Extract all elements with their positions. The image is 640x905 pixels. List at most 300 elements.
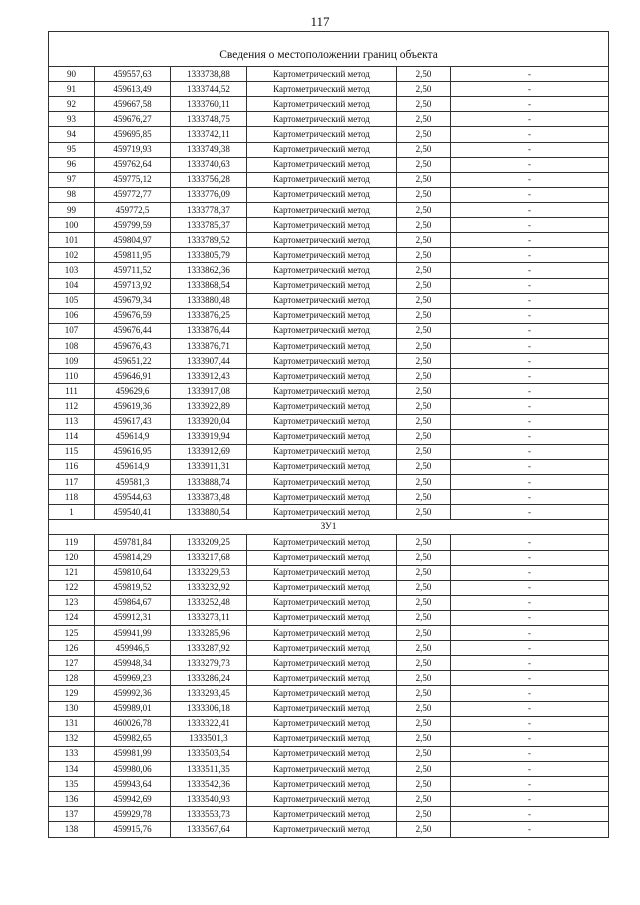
y-coordinate-cell: 1333553,73 <box>171 807 247 822</box>
table-row <box>49 399 609 414</box>
description-cell: - <box>451 580 609 595</box>
accuracy-cell: 2,50 <box>397 157 451 172</box>
description-cell: - <box>451 308 609 323</box>
x-coordinate-cell: 459943,64 <box>95 777 171 792</box>
accuracy-cell: 2,50 <box>397 142 451 157</box>
table-row <box>49 369 609 384</box>
boundary-table <box>48 31 609 838</box>
accuracy-cell: 2,50 <box>397 490 451 505</box>
point-number-cell: 121 <box>49 565 95 580</box>
accuracy-cell: 2,50 <box>397 263 451 278</box>
y-coordinate-cell: 1333912,69 <box>171 444 247 459</box>
method-cell: Картометрический метод <box>247 656 397 671</box>
x-coordinate-cell: 459713,92 <box>95 278 171 293</box>
table-row <box>49 414 609 429</box>
method-cell: Картометрический метод <box>247 218 397 233</box>
x-coordinate-cell: 459811,95 <box>95 248 171 263</box>
accuracy-cell: 2,50 <box>397 762 451 777</box>
description-cell: - <box>451 701 609 716</box>
point-number-cell: 128 <box>49 671 95 686</box>
point-number-cell: 92 <box>49 97 95 112</box>
accuracy-cell: 2,50 <box>397 97 451 112</box>
y-coordinate-cell: 1333912,43 <box>171 369 247 384</box>
accuracy-cell: 2,50 <box>397 369 451 384</box>
accuracy-cell: 2,50 <box>397 127 451 142</box>
x-coordinate-cell: 459981,99 <box>95 746 171 761</box>
accuracy-cell: 2,50 <box>397 233 451 248</box>
method-cell: Картометрический метод <box>247 97 397 112</box>
table-row <box>49 701 609 716</box>
point-number-cell: 94 <box>49 127 95 142</box>
accuracy-cell: 2,50 <box>397 595 451 610</box>
method-cell: Картометрический метод <box>247 595 397 610</box>
accuracy-cell: 2,50 <box>397 505 451 520</box>
accuracy-cell: 2,50 <box>397 822 451 837</box>
table-row <box>49 218 609 233</box>
y-coordinate-cell: 1333217,68 <box>171 550 247 565</box>
y-coordinate-cell: 1333760,11 <box>171 97 247 112</box>
point-number-cell: 135 <box>49 777 95 792</box>
accuracy-cell: 2,50 <box>397 686 451 701</box>
accuracy-cell: 2,50 <box>397 399 451 414</box>
accuracy-cell: 2,50 <box>397 459 451 474</box>
description-cell: - <box>451 218 609 233</box>
description-cell: - <box>451 535 609 550</box>
x-coordinate-cell: 459775,12 <box>95 172 171 187</box>
method-cell: Картометрический метод <box>247 490 397 505</box>
description-cell: - <box>451 157 609 172</box>
point-number-cell: 105 <box>49 293 95 308</box>
y-coordinate-cell: 1333322,41 <box>171 716 247 731</box>
point-number-cell: 101 <box>49 233 95 248</box>
x-coordinate-cell: 459772,5 <box>95 202 171 217</box>
y-coordinate-cell: 1333876,25 <box>171 308 247 323</box>
accuracy-cell: 2,50 <box>397 610 451 625</box>
method-cell: Картометрический метод <box>247 792 397 807</box>
x-coordinate-cell: 459781,84 <box>95 535 171 550</box>
method-cell: Картометрический метод <box>247 626 397 641</box>
method-cell: Картометрический метод <box>247 807 397 822</box>
x-coordinate-cell: 459989,01 <box>95 701 171 716</box>
accuracy-cell: 2,50 <box>397 278 451 293</box>
y-coordinate-cell: 1333252,48 <box>171 595 247 610</box>
method-cell: Картометрический метод <box>247 414 397 429</box>
method-cell: Картометрический метод <box>247 323 397 338</box>
y-coordinate-cell: 1333567,64 <box>171 822 247 837</box>
accuracy-cell: 2,50 <box>397 338 451 353</box>
method-cell: Картометрический метод <box>247 233 397 248</box>
accuracy-cell: 2,50 <box>397 384 451 399</box>
x-coordinate-cell: 459941,99 <box>95 626 171 641</box>
description-cell: - <box>451 807 609 822</box>
description-cell: - <box>451 263 609 278</box>
x-coordinate-cell: 459540,41 <box>95 505 171 520</box>
y-coordinate-cell: 1333209,25 <box>171 535 247 550</box>
table-row <box>49 822 609 837</box>
table-row <box>49 807 609 822</box>
x-coordinate-cell: 460026,78 <box>95 716 171 731</box>
y-coordinate-cell: 1333805,79 <box>171 248 247 263</box>
y-coordinate-cell: 1333876,71 <box>171 338 247 353</box>
method-cell: Картометрический метод <box>247 308 397 323</box>
table-row <box>49 112 609 127</box>
point-number-cell: 103 <box>49 263 95 278</box>
accuracy-cell: 2,50 <box>397 202 451 217</box>
table-row <box>49 459 609 474</box>
point-number-cell: 98 <box>49 187 95 202</box>
description-cell: - <box>451 792 609 807</box>
table-row <box>49 626 609 641</box>
table-row <box>49 716 609 731</box>
method-cell: Картометрический метод <box>247 762 397 777</box>
y-coordinate-cell: 1333232,92 <box>171 580 247 595</box>
method-cell: Картометрический метод <box>247 157 397 172</box>
description-cell: - <box>451 323 609 338</box>
method-cell: Картометрический метод <box>247 716 397 731</box>
y-coordinate-cell: 1333742,11 <box>171 127 247 142</box>
point-number-cell: 124 <box>49 610 95 625</box>
method-cell: Картометрический метод <box>247 822 397 837</box>
x-coordinate-cell: 459581,3 <box>95 474 171 489</box>
point-number-cell: 127 <box>49 656 95 671</box>
x-coordinate-cell: 459695,85 <box>95 127 171 142</box>
point-number-cell: 104 <box>49 278 95 293</box>
point-number-cell: 113 <box>49 414 95 429</box>
accuracy-cell: 2,50 <box>397 172 451 187</box>
accuracy-cell: 2,50 <box>397 248 451 263</box>
accuracy-cell: 2,50 <box>397 807 451 822</box>
y-coordinate-cell: 1333293,45 <box>171 686 247 701</box>
method-cell: Картометрический метод <box>247 263 397 278</box>
method-cell: Картометрический метод <box>247 172 397 187</box>
description-cell: - <box>451 595 609 610</box>
description-cell: - <box>451 822 609 837</box>
x-coordinate-cell: 459819,52 <box>95 580 171 595</box>
accuracy-cell: 2,50 <box>397 293 451 308</box>
point-number-cell: 123 <box>49 595 95 610</box>
table-row <box>49 172 609 187</box>
y-coordinate-cell: 1333749,38 <box>171 142 247 157</box>
accuracy-cell: 2,50 <box>397 67 451 82</box>
y-coordinate-cell: 1333285,96 <box>171 626 247 641</box>
x-coordinate-cell: 459929,78 <box>95 807 171 822</box>
point-number-cell: 118 <box>49 490 95 505</box>
description-cell: - <box>451 777 609 792</box>
description-cell: - <box>451 762 609 777</box>
point-number-cell: 138 <box>49 822 95 837</box>
point-number-cell: 116 <box>49 459 95 474</box>
accuracy-cell: 2,50 <box>397 187 451 202</box>
table-row <box>49 762 609 777</box>
point-number-cell: 136 <box>49 792 95 807</box>
page-number: 117 <box>310 14 330 29</box>
method-cell: Картометрический метод <box>247 82 397 97</box>
x-coordinate-cell: 459629,6 <box>95 384 171 399</box>
x-coordinate-cell: 459613,49 <box>95 82 171 97</box>
y-coordinate-cell: 1333273,11 <box>171 610 247 625</box>
point-number-cell: 96 <box>49 157 95 172</box>
method-cell: Картометрический метод <box>247 429 397 444</box>
description-cell: - <box>451 127 609 142</box>
method-cell: Картометрический метод <box>247 142 397 157</box>
accuracy-cell: 2,50 <box>397 82 451 97</box>
y-coordinate-cell: 1333778,37 <box>171 202 247 217</box>
table-row <box>49 686 609 701</box>
table-row <box>49 792 609 807</box>
x-coordinate-cell: 459948,34 <box>95 656 171 671</box>
table-row <box>49 248 609 263</box>
description-cell: - <box>451 293 609 308</box>
table-row <box>49 595 609 610</box>
method-cell: Картометрический метод <box>247 369 397 384</box>
title-row <box>49 32 609 67</box>
table-row <box>49 338 609 353</box>
description-cell: - <box>451 565 609 580</box>
point-number-cell: 134 <box>49 762 95 777</box>
description-cell: - <box>451 550 609 565</box>
description-cell: - <box>451 746 609 761</box>
accuracy-cell: 2,50 <box>397 641 451 656</box>
x-coordinate-cell: 459614,9 <box>95 429 171 444</box>
method-cell: Картометрический метод <box>247 565 397 580</box>
table-row <box>49 323 609 338</box>
table-row <box>49 777 609 792</box>
method-cell: Картометрический метод <box>247 641 397 656</box>
accuracy-cell: 2,50 <box>397 792 451 807</box>
point-number-cell: 91 <box>49 82 95 97</box>
table-row <box>49 157 609 172</box>
method-cell: Картометрический метод <box>247 459 397 474</box>
accuracy-cell: 2,50 <box>397 429 451 444</box>
method-cell: Картометрический метод <box>247 127 397 142</box>
accuracy-cell: 2,50 <box>397 716 451 731</box>
method-cell: Картометрический метод <box>247 67 397 82</box>
point-number-cell: 109 <box>49 354 95 369</box>
description-cell: - <box>451 248 609 263</box>
y-coordinate-cell: 1333922,89 <box>171 399 247 414</box>
y-coordinate-cell: 1333868,54 <box>171 278 247 293</box>
group-header-row <box>49 520 609 535</box>
description-cell: - <box>451 67 609 82</box>
method-cell: Картометрический метод <box>247 202 397 217</box>
accuracy-cell: 2,50 <box>397 580 451 595</box>
description-cell: - <box>451 187 609 202</box>
table-row <box>49 278 609 293</box>
group-label: ЗУ1 <box>49 520 609 535</box>
table-row <box>49 82 609 97</box>
x-coordinate-cell: 459676,59 <box>95 308 171 323</box>
accuracy-cell: 2,50 <box>397 550 451 565</box>
y-coordinate-cell: 1333789,52 <box>171 233 247 248</box>
method-cell: Картометрический метод <box>247 399 397 414</box>
table-row <box>49 731 609 746</box>
description-cell: - <box>451 384 609 399</box>
y-coordinate-cell: 1333287,92 <box>171 641 247 656</box>
description-cell: - <box>451 686 609 701</box>
description-cell: - <box>451 369 609 384</box>
table-row <box>49 671 609 686</box>
x-coordinate-cell: 459992,36 <box>95 686 171 701</box>
method-cell: Картометрический метод <box>247 338 397 353</box>
description-cell: - <box>451 505 609 520</box>
point-number-cell: 133 <box>49 746 95 761</box>
method-cell: Картометрический метод <box>247 293 397 308</box>
y-coordinate-cell: 1333776,09 <box>171 187 247 202</box>
x-coordinate-cell: 459544,63 <box>95 490 171 505</box>
point-number-cell: 95 <box>49 142 95 157</box>
table-row <box>49 429 609 444</box>
accuracy-cell: 2,50 <box>397 323 451 338</box>
y-coordinate-cell: 1333911,31 <box>171 459 247 474</box>
method-cell: Картометрический метод <box>247 187 397 202</box>
table-row <box>49 202 609 217</box>
table-row <box>49 550 609 565</box>
method-cell: Картометрический метод <box>247 610 397 625</box>
x-coordinate-cell: 459772,77 <box>95 187 171 202</box>
description-cell: - <box>451 474 609 489</box>
method-cell: Картометрический метод <box>247 580 397 595</box>
table-row <box>49 187 609 202</box>
y-coordinate-cell: 1333876,44 <box>171 323 247 338</box>
x-coordinate-cell: 459617,43 <box>95 414 171 429</box>
table-row <box>49 505 609 520</box>
y-coordinate-cell: 1333503,54 <box>171 746 247 761</box>
table-row <box>49 142 609 157</box>
accuracy-cell: 2,50 <box>397 218 451 233</box>
accuracy-cell: 2,50 <box>397 535 451 550</box>
description-cell: - <box>451 444 609 459</box>
description-cell: - <box>451 414 609 429</box>
point-number-cell: 90 <box>49 67 95 82</box>
x-coordinate-cell: 459676,43 <box>95 338 171 353</box>
method-cell: Картометрический метод <box>247 384 397 399</box>
y-coordinate-cell: 1333919,94 <box>171 429 247 444</box>
x-coordinate-cell: 459912,31 <box>95 610 171 625</box>
description-cell: - <box>451 354 609 369</box>
description-cell: - <box>451 202 609 217</box>
table-row <box>49 354 609 369</box>
y-coordinate-cell: 1333880,54 <box>171 505 247 520</box>
y-coordinate-cell: 1333501,3 <box>171 731 247 746</box>
x-coordinate-cell: 459810,64 <box>95 565 171 580</box>
point-number-cell: 108 <box>49 338 95 353</box>
y-coordinate-cell: 1333907,44 <box>171 354 247 369</box>
y-coordinate-cell: 1333279,73 <box>171 656 247 671</box>
point-number-cell: 125 <box>49 626 95 641</box>
method-cell: Картометрический метод <box>247 671 397 686</box>
description-cell: - <box>451 233 609 248</box>
method-cell: Картометрический метод <box>247 112 397 127</box>
x-coordinate-cell: 459616,95 <box>95 444 171 459</box>
x-coordinate-cell: 459982,65 <box>95 731 171 746</box>
description-cell: - <box>451 459 609 474</box>
accuracy-cell: 2,50 <box>397 671 451 686</box>
description-cell: - <box>451 429 609 444</box>
point-number-cell: 119 <box>49 535 95 550</box>
table-row <box>49 384 609 399</box>
table-row <box>49 308 609 323</box>
method-cell: Картометрический метод <box>247 248 397 263</box>
x-coordinate-cell: 459762,64 <box>95 157 171 172</box>
y-coordinate-cell: 1333229,53 <box>171 565 247 580</box>
method-cell: Картометрический метод <box>247 535 397 550</box>
x-coordinate-cell: 459676,44 <box>95 323 171 338</box>
table-row <box>49 580 609 595</box>
description-cell: - <box>451 626 609 641</box>
table-row <box>49 610 609 625</box>
point-number-cell: 107 <box>49 323 95 338</box>
x-coordinate-cell: 459946,5 <box>95 641 171 656</box>
x-coordinate-cell: 459557,63 <box>95 67 171 82</box>
accuracy-cell: 2,50 <box>397 701 451 716</box>
point-number-cell: 110 <box>49 369 95 384</box>
x-coordinate-cell: 459804,97 <box>95 233 171 248</box>
y-coordinate-cell: 1333540,93 <box>171 792 247 807</box>
description-cell: - <box>451 112 609 127</box>
table-row <box>49 127 609 142</box>
point-number-cell: 93 <box>49 112 95 127</box>
table-row <box>49 233 609 248</box>
description-cell: - <box>451 142 609 157</box>
table-row <box>49 656 609 671</box>
x-coordinate-cell: 459651,22 <box>95 354 171 369</box>
point-number-cell: 111 <box>49 384 95 399</box>
point-number-cell: 132 <box>49 731 95 746</box>
x-coordinate-cell: 459646,91 <box>95 369 171 384</box>
point-number-cell: 97 <box>49 172 95 187</box>
description-cell: - <box>451 656 609 671</box>
table-row <box>49 565 609 580</box>
point-number-cell: 115 <box>49 444 95 459</box>
accuracy-cell: 2,50 <box>397 308 451 323</box>
description-cell: - <box>451 490 609 505</box>
accuracy-cell: 2,50 <box>397 656 451 671</box>
point-number-cell: 129 <box>49 686 95 701</box>
x-coordinate-cell: 459915,76 <box>95 822 171 837</box>
description-cell: - <box>451 278 609 293</box>
accuracy-cell: 2,50 <box>397 444 451 459</box>
boundary-table-body <box>49 32 609 838</box>
description-cell: - <box>451 97 609 112</box>
x-coordinate-cell: 459676,27 <box>95 112 171 127</box>
point-number-cell: 117 <box>49 474 95 489</box>
table-row <box>49 474 609 489</box>
x-coordinate-cell: 459799,59 <box>95 218 171 233</box>
method-cell: Картометрический метод <box>247 474 397 489</box>
y-coordinate-cell: 1333756,28 <box>171 172 247 187</box>
point-number-cell: 106 <box>49 308 95 323</box>
x-coordinate-cell: 459679,34 <box>95 293 171 308</box>
point-number-cell: 114 <box>49 429 95 444</box>
accuracy-cell: 2,50 <box>397 565 451 580</box>
table-row <box>49 67 609 82</box>
x-coordinate-cell: 459619,36 <box>95 399 171 414</box>
y-coordinate-cell: 1333542,36 <box>171 777 247 792</box>
description-cell: - <box>451 716 609 731</box>
description-cell: - <box>451 338 609 353</box>
method-cell: Картометрический метод <box>247 701 397 716</box>
accuracy-cell: 2,50 <box>397 354 451 369</box>
table-row <box>49 444 609 459</box>
y-coordinate-cell: 1333873,48 <box>171 490 247 505</box>
table-row <box>49 641 609 656</box>
method-cell: Картометрический метод <box>247 444 397 459</box>
x-coordinate-cell: 459969,23 <box>95 671 171 686</box>
y-coordinate-cell: 1333511,35 <box>171 762 247 777</box>
x-coordinate-cell: 459711,52 <box>95 263 171 278</box>
y-coordinate-cell: 1333917,08 <box>171 384 247 399</box>
description-cell: - <box>451 641 609 656</box>
